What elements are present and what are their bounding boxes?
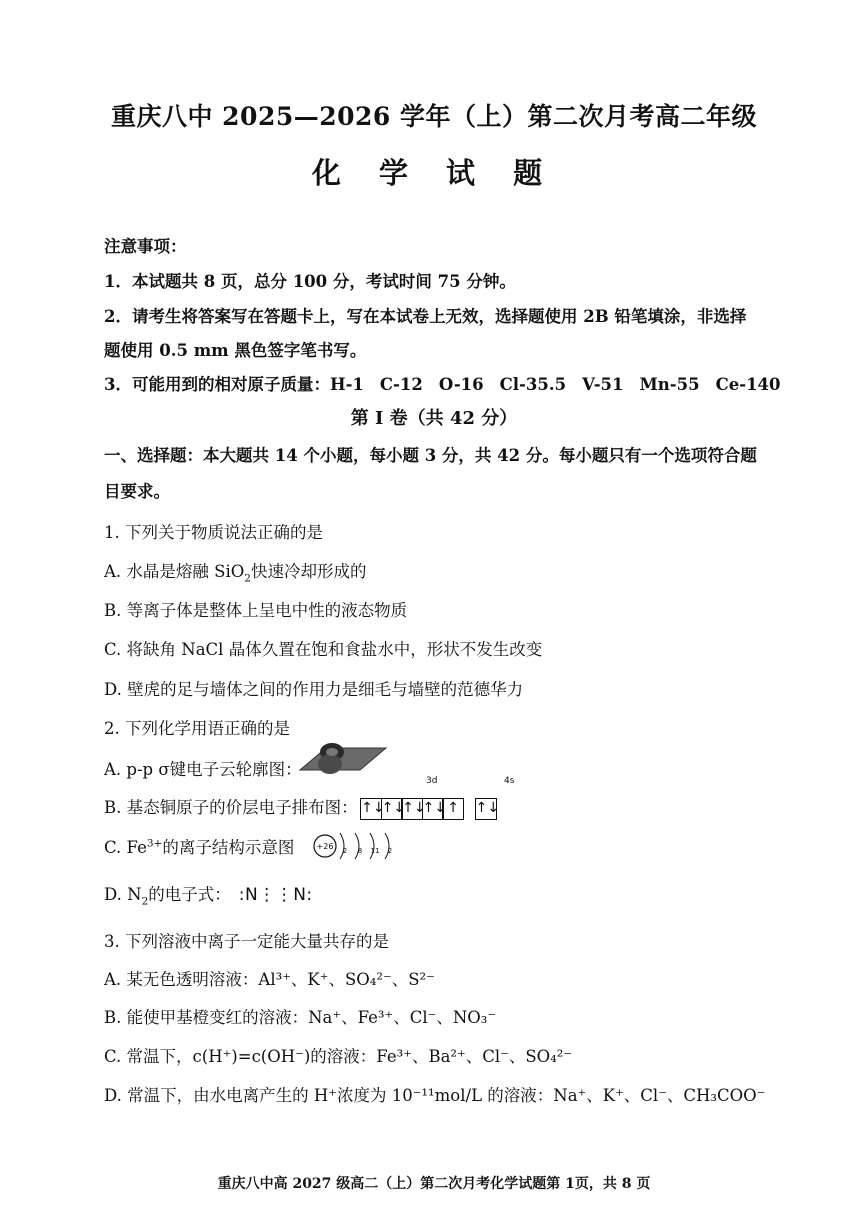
note-item-2-line1: 2．请考生将答案写在答题卡上，写在本试卷上无效，选择题使用 2B 铅笔填涂，非选择 — [104, 307, 747, 326]
note-item-3 — [104, 371, 781, 395]
section-instruction-line2: 目要求。 — [104, 482, 170, 501]
option-a-text: A. 水晶是熔融 SiO — [104, 562, 245, 581]
option-d-text-end: 的电子式： — [148, 885, 231, 904]
atomic-mass: H-1 — [329, 375, 364, 394]
question-2-option-b — [104, 794, 500, 820]
option-b-text: B. 基态铜原子的价层电子排布图： — [104, 798, 358, 817]
section-title: 第 I 卷（共 42 分） — [350, 408, 518, 429]
question-3-stem: 3. 下列溶液中离子一定能大量共存的是 — [104, 932, 389, 951]
atomic-mass: Cl-35.5 — [499, 375, 567, 394]
orbital-box: ↑↓ — [475, 798, 497, 820]
sigma-bond-orbital-image — [298, 740, 388, 778]
orbital-diagram-3d — [362, 798, 465, 820]
ion-structure-diagram — [312, 828, 402, 864]
question-3-option-b: B. 能使甲基橙变红的溶液：Na⁺、Fe³⁺、Cl⁻、NO₃⁻ — [104, 1008, 497, 1027]
shell-count: 11 — [370, 847, 380, 855]
option-c-text-end: 的离子结构示意图 — [162, 838, 295, 857]
question-1-option-a — [104, 558, 366, 584]
question-3-option-d: D. 常温下，由水电离产生的 H⁺浓度为 10⁻¹¹mol/L 的溶液：Na⁺、K⁺、Cl⁻、CH₃COO⁻ — [104, 1086, 766, 1105]
question-1-option-b: B. 等离子体是整体上呈电中性的液态物质 — [104, 601, 408, 620]
orbital-box: ↑↓ — [422, 798, 444, 820]
subject-title: 化 学 试 题 — [311, 156, 557, 190]
shell-count: 2 — [342, 847, 348, 855]
question-2-option-d — [104, 881, 313, 907]
option-c-text: C. Fe — [104, 838, 147, 857]
orbital-diagram-4s — [475, 798, 500, 820]
question-2-stem: 2. 下列化学用语正确的是 — [104, 719, 290, 738]
subscript: 2 — [244, 572, 251, 585]
note-item-2-line2: 题使用 0.5 mm 黑色签字笔书写。 — [104, 341, 367, 360]
option-a-text-end: 快速冷却形成的 — [250, 562, 367, 581]
orbital-box: ↑↓ — [401, 798, 423, 820]
question-2-option-a: A. p-p σ键电子云轮廓图： — [104, 760, 302, 779]
note-item-1: 1．本试题共 8 页，总分 100 分，考试时间 75 分钟。 — [104, 272, 516, 291]
question-2-option-c — [104, 834, 294, 858]
subscript: 2 — [141, 895, 149, 908]
atomic-mass: Ce-140 — [715, 375, 781, 394]
atomic-mass: V-51 — [582, 375, 624, 394]
question-1-option-d: D. 壁虎的足与墙体之间的作用力是细毛与墙壁的范德华力 — [104, 680, 524, 699]
page-footer: 重庆八中高 2027 级高二（上）第二次月考化学试题第 1页，共 8 页 — [217, 1176, 651, 1192]
question-1-option-c: C. 将缺角 NaCl 晶体久置在饱和食盐水中，形状不发生改变 — [104, 640, 543, 659]
atomic-mass: O-16 — [438, 375, 484, 394]
question-1-stem: 1. 下列关于物质说法正确的是 — [104, 523, 323, 542]
notes-heading: 注意事项： — [104, 237, 187, 256]
orbital-box: ↑ — [442, 798, 464, 820]
orbital-box: ↑↓ — [360, 798, 382, 820]
question-3-option-c: C. 常温下，c(H⁺)=c(OH⁻)的溶液：Fe³⁺、Ba²⁺、Cl⁻、SO₄²⁻ — [104, 1047, 573, 1066]
atomic-mass: C-12 — [379, 375, 423, 394]
exam-title: 重庆八中 2025—2026 学年（上）第二次月考高二年级 — [110, 102, 758, 131]
shell-count: 8 — [357, 847, 363, 855]
nucleus-charge: +26 — [316, 842, 334, 851]
atomic-mass: Mn-55 — [639, 375, 700, 394]
electron-formula: :N⋮⋮N: — [238, 885, 313, 905]
question-3-option-a: A. 某无色透明溶液：Al³⁺、K⁺、SO₄²⁻、S²⁻ — [104, 970, 435, 989]
section-instruction-line1: 一、选择题：本大题共 14 个小题，每小题 3 分，共 42 分。每小题只有一个选项符合题 — [104, 446, 757, 465]
orbital-label-3d: 3d — [426, 776, 438, 786]
orbital-label-4s: 4s — [504, 776, 515, 786]
shell-count: 2 — [387, 847, 393, 855]
orbital-box: ↑↓ — [381, 798, 403, 820]
superscript: 3+ — [146, 837, 163, 850]
note-item-3-prefix: 3．可能用到的相对原子质量： — [104, 375, 330, 394]
option-d-text: D. N — [104, 885, 142, 904]
